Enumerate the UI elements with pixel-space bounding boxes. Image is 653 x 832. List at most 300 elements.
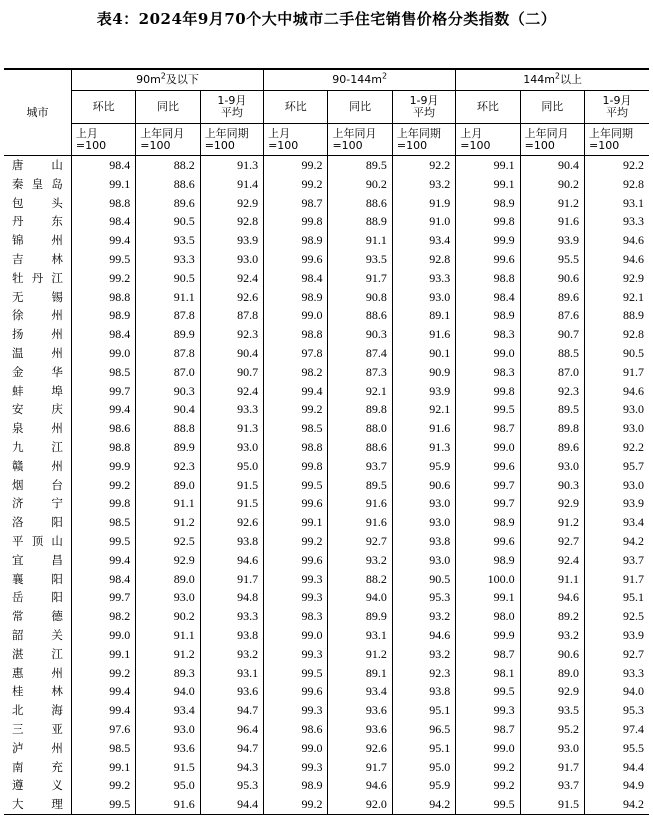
index-value: 90.3 [520,476,584,495]
index-value: 93.4 [328,682,392,701]
index-value: 90.7 [200,363,263,382]
index-value: 99.7 [71,382,135,401]
index-value: 99.7 [71,588,135,607]
city-name: 湛江 [4,645,71,664]
index-value: 91.2 [328,645,392,664]
index-value: 98.4 [71,156,135,175]
index-value: 92.5 [623,609,644,624]
index-value: 98.4 [456,288,520,307]
index-value: 99.0 [264,626,328,645]
index-value: 91.9 [392,194,455,213]
index-value: 99.4 [71,400,135,419]
mom-header: 环比 [71,91,135,124]
index-value: 92.8 [200,212,263,231]
group-suffix: 以上 [560,73,583,86]
base-eq: =100 [204,138,235,152]
index-value: 89.3 [136,664,200,683]
index-value: 98.9 [456,306,520,325]
index-value: 89.1 [392,306,455,325]
index-value: 90.4 [200,344,263,363]
index-value: 90.8 [328,288,392,307]
table-title: 表4：2024年9月70个大中城市二手住宅销售价格分类指数（二） [96,10,557,28]
index-value: 95.1 [623,590,644,605]
base-label: 上年同期 [589,126,634,140]
index-value: 92.1 [392,400,455,419]
index-value: 89.0 [136,476,200,495]
index-value: 91.7 [200,570,263,589]
index-value: 88.9 [328,212,392,231]
avg-header-line: 1-9月 [409,94,439,107]
table-row [4,588,649,607]
index-value: 88.2 [328,570,392,589]
avg-header-line: 平均 [606,106,628,119]
index-value: 99.1 [264,513,328,532]
index-value: 87.3 [328,363,392,382]
table-row [4,231,649,250]
group-prefix: 144m [523,73,555,86]
index-value: 92.4 [200,382,263,401]
index-value: 89.9 [136,325,200,344]
index-value: 90.4 [520,156,584,175]
index-value: 94.6 [328,776,392,795]
index-value: 92.2 [392,156,455,175]
index-value: 99.8 [264,457,328,476]
table-row [4,175,649,194]
index-value: 98.5 [71,739,135,758]
index-value: 98.2 [264,363,328,382]
index-value: 93.2 [200,645,263,664]
avg-base [392,124,455,156]
index-value: 93.6 [200,682,263,701]
table-row [4,269,649,288]
index-value: 91.5 [200,476,263,495]
index-value: 99.1 [71,645,135,664]
index-value: 98.9 [456,194,520,213]
table-row [4,194,649,213]
table-row [4,325,649,344]
group-sup: 2 [381,71,388,81]
avg-header [585,91,649,124]
index-value: 93.0 [623,477,644,492]
index-value: 98.6 [71,419,135,438]
index-value: 99.5 [71,795,135,814]
city-name: 无锡 [4,288,71,307]
index-value: 98.4 [71,570,135,589]
index-value: 94.3 [200,758,263,777]
index-value: 100.0 [456,570,520,589]
index-value: 94.2 [623,533,644,548]
index-value: 96.4 [200,720,263,739]
index-value: 95.9 [392,776,455,795]
index-value: 98.6 [264,720,328,739]
index-value: 94.8 [200,588,263,607]
index-value: 99.3 [264,570,328,589]
index-value: 93.0 [392,513,455,532]
yoy-header: 同比 [136,91,200,124]
index-value: 98.9 [264,776,328,795]
index-value: 91.1 [136,626,200,645]
table-row [4,494,649,513]
city-name: 北海 [4,701,71,720]
index-value: 99.5 [456,795,520,814]
city-name: 洛阳 [4,513,71,532]
base-eq: =100 [140,138,171,152]
index-value: 92.8 [623,176,644,191]
index-value: 94.4 [623,759,644,774]
table-row [4,513,649,532]
index-value: 99.7 [456,476,520,495]
index-value: 98.7 [264,194,328,213]
city-name: 惠州 [4,664,71,683]
index-value: 99.8 [456,212,520,231]
index-value: 95.0 [392,758,455,777]
index-value: 99.6 [264,682,328,701]
index-value: 92.3 [136,457,200,476]
table-row [4,382,649,401]
city-name: 泉州 [4,419,71,438]
index-value: 91.4 [200,175,263,194]
index-value: 93.3 [623,214,644,229]
index-value: 98.1 [456,664,520,683]
index-value: 93.9 [623,496,644,511]
city-name: 温州 [4,344,71,363]
index-value: 93.8 [200,532,263,551]
index-value: 88.0 [328,419,392,438]
index-value: 87.0 [520,363,584,382]
index-value: 91.6 [392,325,455,344]
index-value: 98.5 [264,419,328,438]
index-value: 99.9 [456,231,520,250]
index-value: 93.0 [392,494,455,513]
table-row [4,795,649,814]
index-value: 90.9 [392,363,455,382]
index-value: 93.2 [520,626,584,645]
index-value: 91.7 [328,269,392,288]
index-value: 98.9 [71,306,135,325]
index-value: 93.8 [200,626,263,645]
base-eq: =100 [75,138,107,152]
index-value: 91.3 [200,419,263,438]
index-value: 91.2 [520,513,584,532]
index-value: 98.3 [456,363,520,382]
index-value: 90.5 [136,269,200,288]
index-value: 90.5 [136,212,200,231]
index-value: 92.3 [200,325,263,344]
index-value: 87.8 [136,306,200,325]
table-row [4,682,649,701]
index-value: 92.7 [520,532,584,551]
index-value: 93.3 [200,607,263,626]
index-value: 99.2 [71,269,135,288]
group-prefix: 90m [136,73,161,86]
index-value: 91.1 [328,231,392,250]
index-value: 93.4 [392,231,455,250]
index-value: 99.1 [456,156,520,175]
index-value: 91.7 [328,758,392,777]
index-value: 92.9 [200,194,263,213]
base-label: 上年同期 [396,126,441,140]
table-row [4,626,649,645]
table-row [4,438,649,457]
index-value: 98.8 [71,288,135,307]
table-row [4,758,649,777]
index-value: 99.6 [264,250,328,269]
index-value: 98.8 [264,325,328,344]
index-value: 87.8 [200,306,263,325]
index-value: 93.0 [520,739,584,758]
base-eq: =100 [268,138,299,152]
index-value: 97.6 [71,720,135,739]
index-value: 94.7 [200,739,263,758]
index-value: 94.6 [623,383,644,398]
index-value: 92.2 [623,158,644,172]
avg-header-line: 平均 [220,106,243,119]
avg-header [392,91,455,124]
index-value: 92.1 [328,382,392,401]
index-value: 93.0 [200,250,263,269]
index-value: 95.9 [392,457,455,476]
index-value: 99.5 [264,664,328,683]
table-row [4,645,649,664]
index-value: 89.0 [136,570,200,589]
index-value: 95.0 [136,776,200,795]
index-value: 90.6 [520,645,584,664]
price-index-table [4,68,649,815]
city-name: 扬州 [4,325,71,344]
index-value: 98.7 [456,645,520,664]
index-value: 95.3 [623,703,644,718]
index-value: 91.6 [328,494,392,513]
yoy-header: 同比 [328,91,392,124]
city-name: 南充 [4,758,71,777]
index-value: 98.7 [456,720,520,739]
index-value: 92.3 [392,664,455,683]
city-name: 九江 [4,438,71,457]
index-value: 89.5 [520,400,584,419]
index-value: 99.1 [71,175,135,194]
avg-base [200,124,263,156]
index-value: 89.2 [520,607,584,626]
table-row [4,551,649,570]
index-value: 99.3 [264,758,328,777]
index-value: 99.5 [71,532,135,551]
mom-base [456,124,520,156]
index-value: 89.9 [136,438,200,457]
index-value: 99.1 [71,758,135,777]
index-value: 92.9 [520,494,584,513]
index-value: 94.0 [328,588,392,607]
index-value: 99.8 [71,494,135,513]
index-value: 92.1 [623,289,644,304]
index-value: 98.0 [456,607,520,626]
index-value: 99.2 [71,476,135,495]
table-row [4,776,649,795]
index-value: 92.7 [623,646,644,661]
mom-base [71,124,135,156]
group-header-medium [264,69,456,91]
index-value: 95.1 [392,701,455,720]
index-value: 93.0 [520,457,584,476]
index-value: 93.4 [623,515,644,530]
index-value: 88.2 [136,156,200,175]
index-value: 88.8 [136,419,200,438]
index-value: 90.5 [623,345,644,360]
index-value: 99.6 [264,551,328,570]
index-value: 93.7 [623,552,644,567]
table-row [4,419,649,438]
city-name: 金华 [4,363,71,382]
index-value: 94.4 [200,795,263,814]
index-value: 92.7 [328,532,392,551]
table-row [4,344,649,363]
index-value: 99.3 [264,645,328,664]
index-value: 99.4 [264,382,328,401]
index-value: 98.7 [456,419,520,438]
index-value: 98.8 [71,438,135,457]
index-value: 93.9 [623,627,644,642]
base-label: 上年同月 [140,126,185,140]
index-value: 99.8 [264,212,328,231]
table-row [4,363,649,382]
index-value: 92.6 [328,739,392,758]
index-value: 99.2 [264,175,328,194]
index-value: 93.3 [136,250,200,269]
index-value: 99.9 [71,457,135,476]
index-value: 94.6 [623,251,644,266]
index-value: 93.0 [623,402,644,417]
index-value: 94.2 [392,795,455,814]
index-value: 99.3 [264,701,328,720]
index-value: 93.1 [623,195,644,210]
index-value: 99.2 [456,758,520,777]
index-value: 91.6 [520,212,584,231]
city-name: 秦皇岛 [4,175,71,194]
index-value: 98.5 [71,513,135,532]
index-value: 90.5 [392,570,455,589]
city-name: 桂林 [4,682,71,701]
base-eq: =100 [524,138,555,152]
city-name: 徐州 [4,306,71,325]
index-value: 93.6 [136,739,200,758]
index-value: 91.7 [623,364,644,379]
index-value: 98.4 [71,325,135,344]
group-header-small [71,69,263,91]
city-name: 宜昌 [4,551,71,570]
yoy-base [520,124,584,156]
index-value: 99.2 [264,532,328,551]
index-value: 92.2 [623,439,644,454]
index-value: 99.0 [456,739,520,758]
base-label: 上年同月 [332,126,377,140]
index-value: 99.0 [264,306,328,325]
index-value: 89.6 [520,438,584,457]
index-value: 99.4 [71,701,135,720]
index-value: 94.7 [200,701,263,720]
index-value: 93.2 [392,645,455,664]
index-value: 99.2 [264,795,328,814]
city-name: 襄阳 [4,570,71,589]
index-value: 92.9 [520,682,584,701]
index-value: 91.2 [136,645,200,664]
index-value: 88.6 [328,438,392,457]
index-value: 87.4 [328,344,392,363]
index-value: 93.0 [392,288,455,307]
index-value: 91.5 [200,494,263,513]
index-value: 94.0 [136,682,200,701]
index-value: 98.3 [456,325,520,344]
table-row [4,476,649,495]
index-value: 98.5 [71,363,135,382]
index-value: 90.4 [136,400,200,419]
avg-header-line: 平均 [413,106,436,119]
city-name: 赣州 [4,457,71,476]
index-value: 93.5 [328,250,392,269]
index-value: 99.4 [71,682,135,701]
city-name: 大理 [4,795,71,814]
index-value: 90.3 [328,325,392,344]
index-value: 90.1 [392,344,455,363]
index-value: 95.5 [520,250,584,269]
city-name: 济宁 [4,494,71,513]
index-value: 99.6 [456,250,520,269]
index-value: 89.1 [328,664,392,683]
city-name: 丹东 [4,212,71,231]
index-value: 99.2 [264,156,328,175]
table-row [4,664,649,683]
index-value: 93.4 [136,701,200,720]
index-value: 91.7 [623,571,644,586]
index-value: 99.4 [71,551,135,570]
table-row [4,739,649,758]
index-value: 90.2 [520,175,584,194]
index-value: 90.2 [328,175,392,194]
index-value: 93.2 [392,607,455,626]
base-label: 上年同期 [204,126,249,140]
city-name: 锦州 [4,231,71,250]
index-value: 95.7 [623,458,644,473]
city-name: 蚌埠 [4,382,71,401]
index-value: 99.5 [456,400,520,419]
index-value: 93.9 [520,231,584,250]
table-row [4,400,649,419]
base-eq: =100 [396,138,428,152]
index-value: 91.7 [520,758,584,777]
index-value: 97.8 [264,344,328,363]
index-value: 98.9 [264,288,328,307]
index-value: 93.9 [392,382,455,401]
base-label: 上月 [75,126,98,140]
index-value: 92.6 [200,288,263,307]
table-row [4,288,649,307]
index-value: 87.0 [136,363,200,382]
index-value: 93.6 [328,720,392,739]
index-value: 91.6 [328,513,392,532]
index-value: 95.5 [623,740,644,755]
index-value: 99.6 [456,532,520,551]
index-value: 90.6 [520,269,584,288]
index-value: 94.6 [200,551,263,570]
city-name: 岳阳 [4,588,71,607]
index-value: 91.2 [520,194,584,213]
index-value: 93.5 [136,231,200,250]
header-sub-row [4,91,649,124]
index-value: 88.5 [520,344,584,363]
mom-header: 环比 [264,91,328,124]
city-name: 常德 [4,607,71,626]
index-value: 90.2 [136,607,200,626]
index-value: 93.0 [136,720,200,739]
avg-base [585,124,649,156]
